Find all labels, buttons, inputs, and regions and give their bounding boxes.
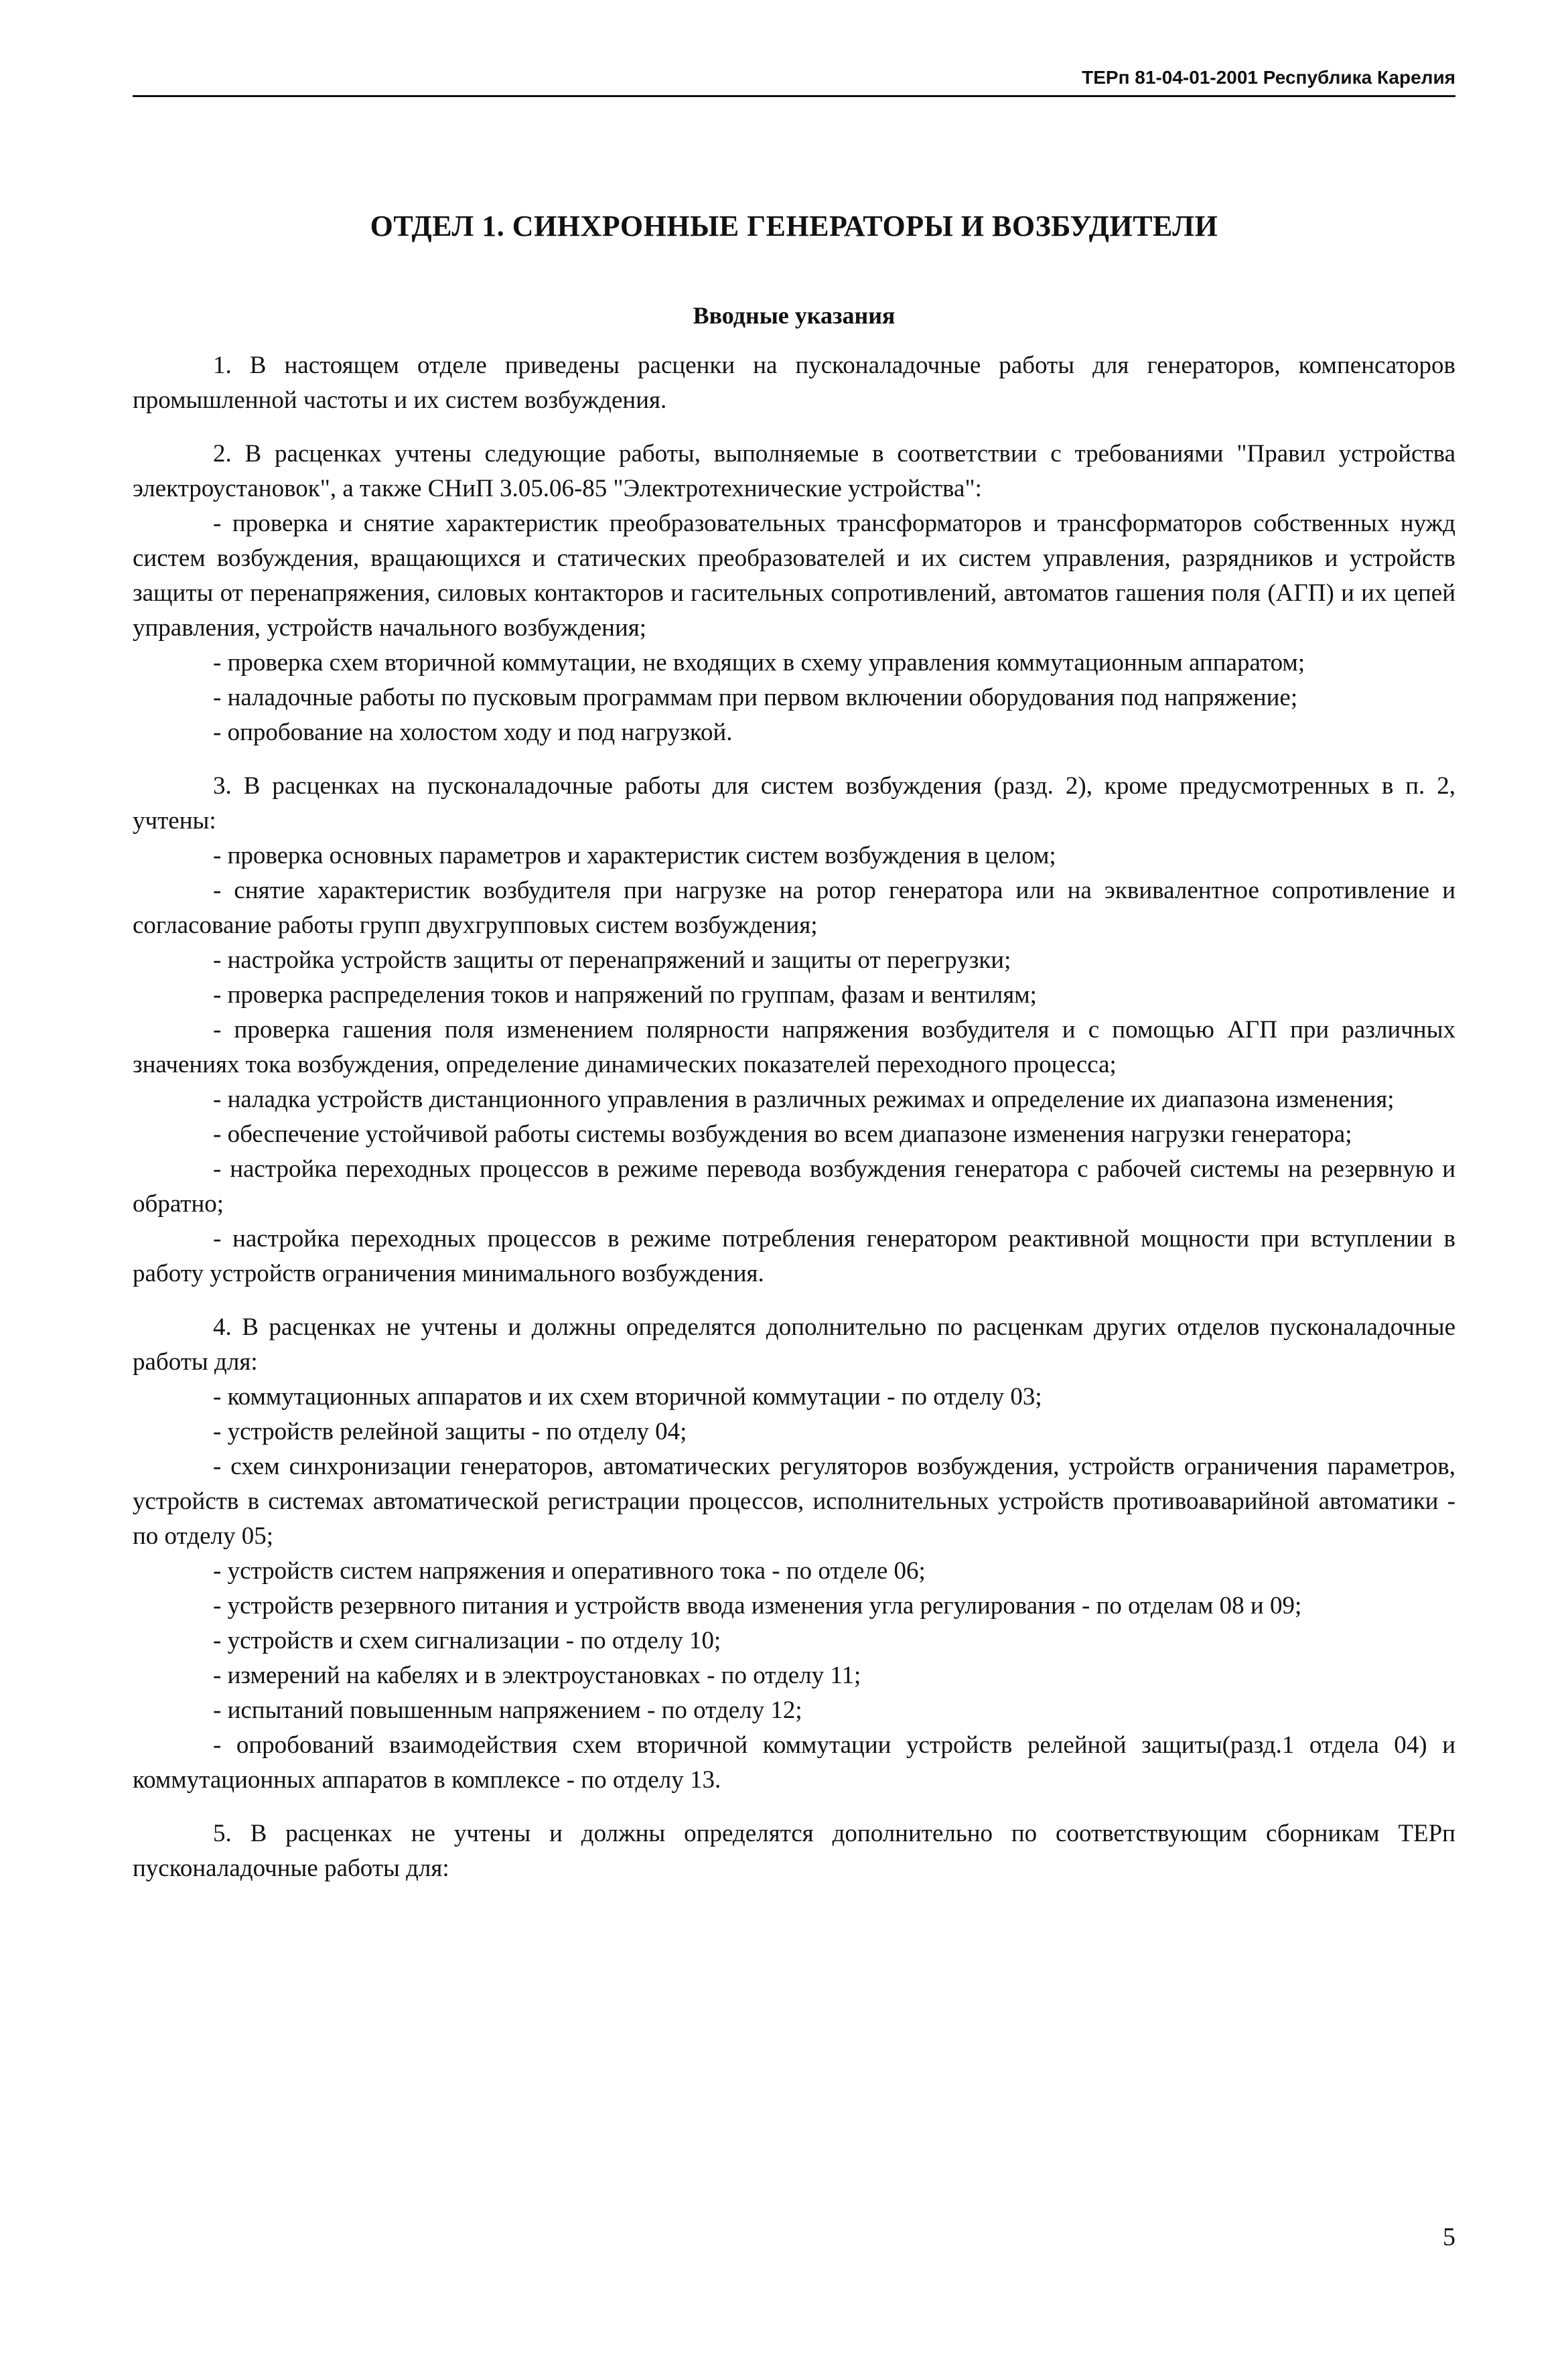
list-item: - обеспечение устойчивой работы системы возбуждения во всем диапазоне изменения нагрузки генератора; [213, 1121, 1352, 1148]
document-body [133, 348, 1455, 1886]
paragraph-1: 1. В настоящем отделе приведены расценки на пусконаладочные работы для генераторов, компенсаторов промышленной частоты и их систем возбуждения. [133, 352, 1455, 414]
list-item: - устройств и схем сигнализации - по отделу 10; [213, 1627, 721, 1654]
list-item: - опробование на холостом ходу и под нагрузкой. [213, 719, 733, 746]
list-item: - устройств релейной защиты - по отделу 04; [213, 1418, 687, 1445]
list-item: - проверка основных параметров и характеристик систем возбуждения в целом; [213, 842, 1056, 869]
section-title: ОТДЕЛ 1. СИНХРОННЫЕ ГЕНЕРАТОРЫ И ВОЗБУДИТЕЛИ [370, 210, 1218, 242]
paragraph-4: 4. В расценках не учтены и должны определятся дополнительно по расценкам других отделов пусконаладочные работы для: [133, 1313, 1455, 1376]
list-item: - проверка схем вторичной коммутации, не входящих в схему управления коммутационным аппаратом; [213, 649, 1305, 676]
list-item: - проверка гашения поля изменением полярности напряжения возбудителя и с помощью АГП при различных значениях тока возбуждения, определение динамических показателей переходного процесса; [133, 1016, 1455, 1078]
list-item: - проверка и снятие характеристик преобразовательных трансформаторов и трансформаторов собственных нужд систем возбуждения, вращающихся и статических преобразователей и их систем управления, разрядников и устройств защиты от перенапряжения, силовых контакторов и гасительных сопротивлений, автоматов гашения поля (АГП) и их цепей управления, устройств начального возбуждения; [133, 510, 1455, 642]
paragraph-5: 5. В расценках не учтены и должны определятся дополнительно по соответствующим сборникам ТЕРп пусконаладочные работы для: [133, 1820, 1455, 1882]
list-item: - опробований взаимодействия схем вторичной коммутации устройств релейной защиты(разд.1 отдела 04) и коммутационных аппаратов в комплексе - по отделу 13. [133, 1731, 1455, 1794]
list-item: - измерений на кабелях и в электроустановках - по отделу 11; [213, 1662, 861, 1689]
list-item: - коммутационных аппаратов и их схем вторичной коммутации - по отделу 03; [213, 1383, 1042, 1411]
list-item: - снятие характеристик возбудителя при нагрузке на ротор генератора или на эквивалентное сопротивление и согласование работы групп двухгрупповых систем возбуждения; [133, 877, 1455, 939]
list-item: - схем синхронизации генераторов, автоматических регуляторов возбуждения, устройств ограничения параметров, устройств в системах автоматической регистрации процессов, исполнительных устройств противоаварийной автоматики - по отделу 05; [133, 1453, 1455, 1550]
list-item: - проверка распределения токов и напряжений по группам, фазам и вентилям; [213, 981, 1037, 1009]
page-number: 5 [1443, 2223, 1455, 2251]
list-item: - испытаний повышенным напряжением - по отделу 12; [213, 1697, 802, 1724]
list-item: - устройств систем напряжения и оперативного тока - по отделе 06; [213, 1557, 926, 1585]
running-header: ТЕРп 81-04-01-2001 Республика Карелия [133, 67, 1455, 97]
list-item: - устройств резервного питания и устройств ввода изменения угла регулирования - по отделам 08 и 09; [213, 1592, 1302, 1620]
list-item: - настройка переходных процессов в режиме потребления генератором реактивной мощности при вступлении в работу устройств ограничения минимального возбуждения. [133, 1225, 1455, 1287]
paragraph-2: 2. В расценках учтены следующие работы, выполняемые в соответствии с требованиями "Правил устройства электроустановок", а также СНиП 3.05.06-85 "Электротехнические устройства": [133, 440, 1455, 502]
list-item: - настройка переходных процессов в режиме перевода возбуждения генератора с рабочей системы на резервную и обратно; [133, 1155, 1455, 1218]
list-item: - настройка устройств защиты от перенапряжений и защиты от перегрузки; [213, 946, 1011, 974]
list-item: - наладка устройств дистанционного управления в различных режимах и определение их диапазона изменения; [213, 1086, 1395, 1113]
list-item: - наладочные работы по пусковым программам при первом включении оборудования под напряжение; [213, 684, 1298, 711]
section-subtitle: Вводные указания [693, 302, 896, 329]
paragraph-3: 3. В расценках на пусконаладочные работы для систем возбуждения (разд. 2), кроме предусмотренных в п. 2, учтены: [133, 772, 1455, 835]
